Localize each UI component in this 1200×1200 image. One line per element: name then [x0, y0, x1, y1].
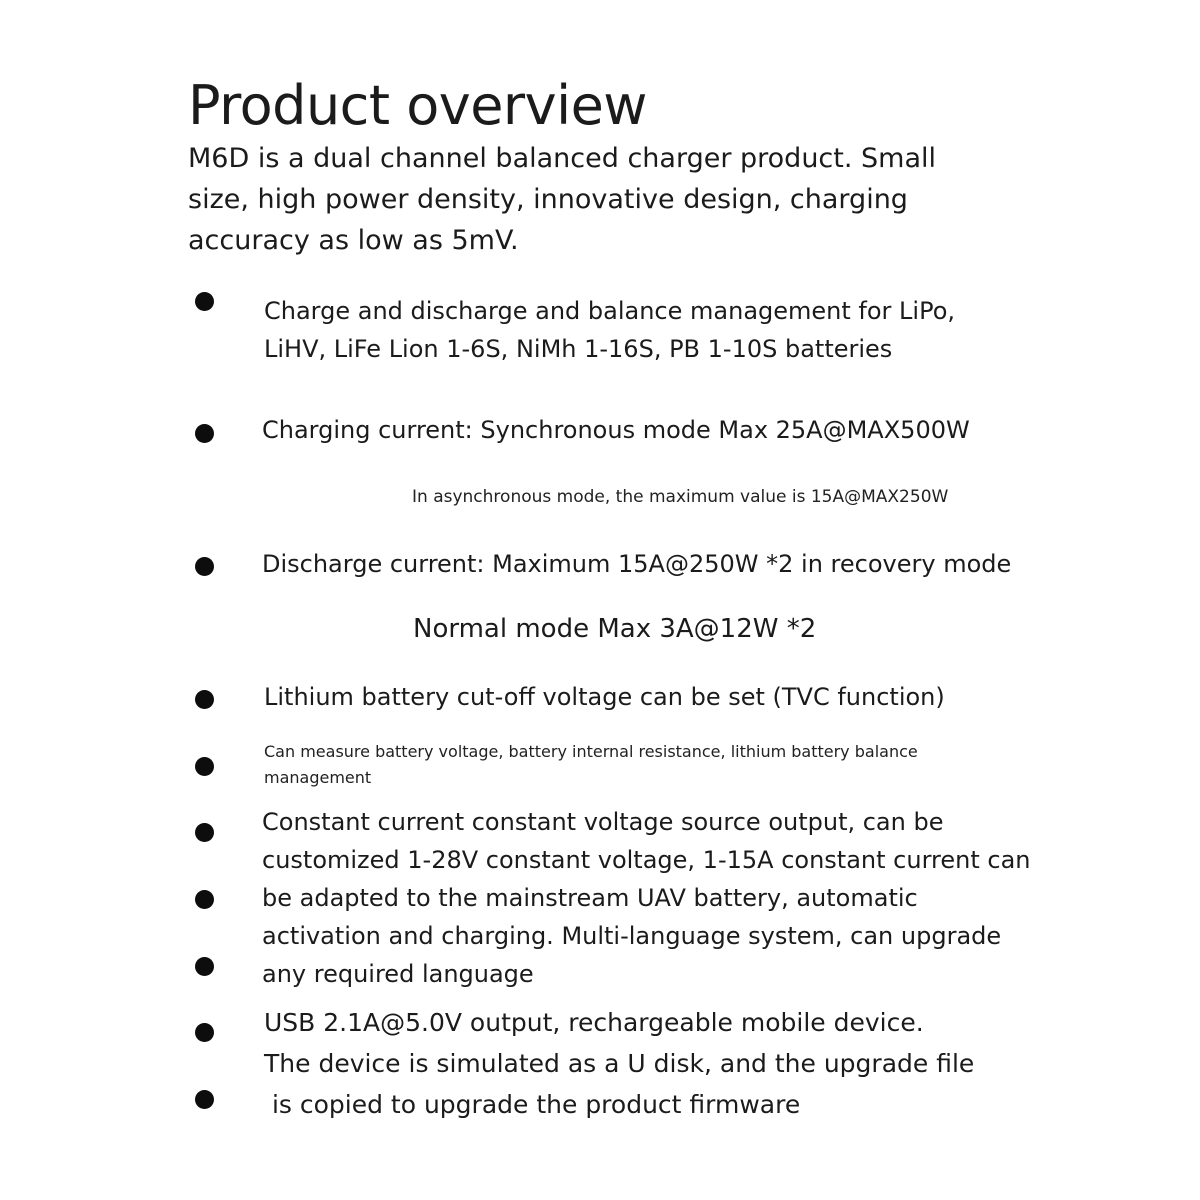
bullet-icon: [195, 757, 214, 776]
feature-charging-current-async: In asynchronous mode, the maximum value is 15A@MAX250W: [412, 487, 949, 507]
intro-paragraph: M6D is a dual channel balanced charger product. Small size, high power density, innovative design, charging accuracy as low as 5mV.: [188, 143, 937, 256]
bullet-icon: [195, 1090, 214, 1109]
feature-cccv-line1: Constant current constant voltage source output, can be: [262, 808, 944, 836]
feature-cccv-line4: activation and charging. Multi-language system, can upgrade: [262, 922, 1002, 950]
bullet-icon: [195, 557, 214, 576]
feature-discharge-normal: Normal mode Max 3A@12W *2: [413, 614, 817, 644]
bullet-icon: [195, 890, 214, 909]
feature-measure: Can measure battery voltage, battery internal resistance, lithium battery balance management: [264, 742, 918, 787]
feature-tvc: Lithium battery cut-off voltage can be set (TVC function): [264, 683, 945, 711]
bullet-icon: [195, 292, 214, 311]
feature-discharge-current: Discharge current: Maximum 15A@250W *2 in recovery mode: [262, 550, 1012, 578]
feature-charging-current: Charging current: Synchronous mode Max 25A@MAX500W: [262, 416, 970, 444]
feature-cccv-line3: be adapted to the mainstream UAV battery, automatic: [262, 884, 918, 912]
bullet-icon: [195, 957, 214, 976]
feature-cccv-line2: customized 1-28V constant voltage, 1-15A constant current can: [262, 846, 1031, 874]
bullet-icon: [195, 823, 214, 842]
feature-cccv-line5: any required language: [262, 960, 534, 988]
bullet-icon: [195, 690, 214, 709]
feature-usb-line2: The device is simulated as a U disk, and the upgrade file: [264, 1049, 975, 1078]
bullet-icon: [195, 1023, 214, 1042]
page-title: Product overview: [188, 74, 647, 138]
feature-usb-line3: is copied to upgrade the product firmware: [264, 1090, 801, 1119]
feature-usb-line1: USB 2.1A@5.0V output, rechargeable mobile device.: [264, 1008, 924, 1037]
feature-charge-management: Charge and discharge and balance management for LiPo, LiHV, LiFe Lion 1-6S, NiMh 1-16S, PB 1-10S batteries: [264, 297, 956, 363]
bullet-icon: [195, 424, 214, 443]
